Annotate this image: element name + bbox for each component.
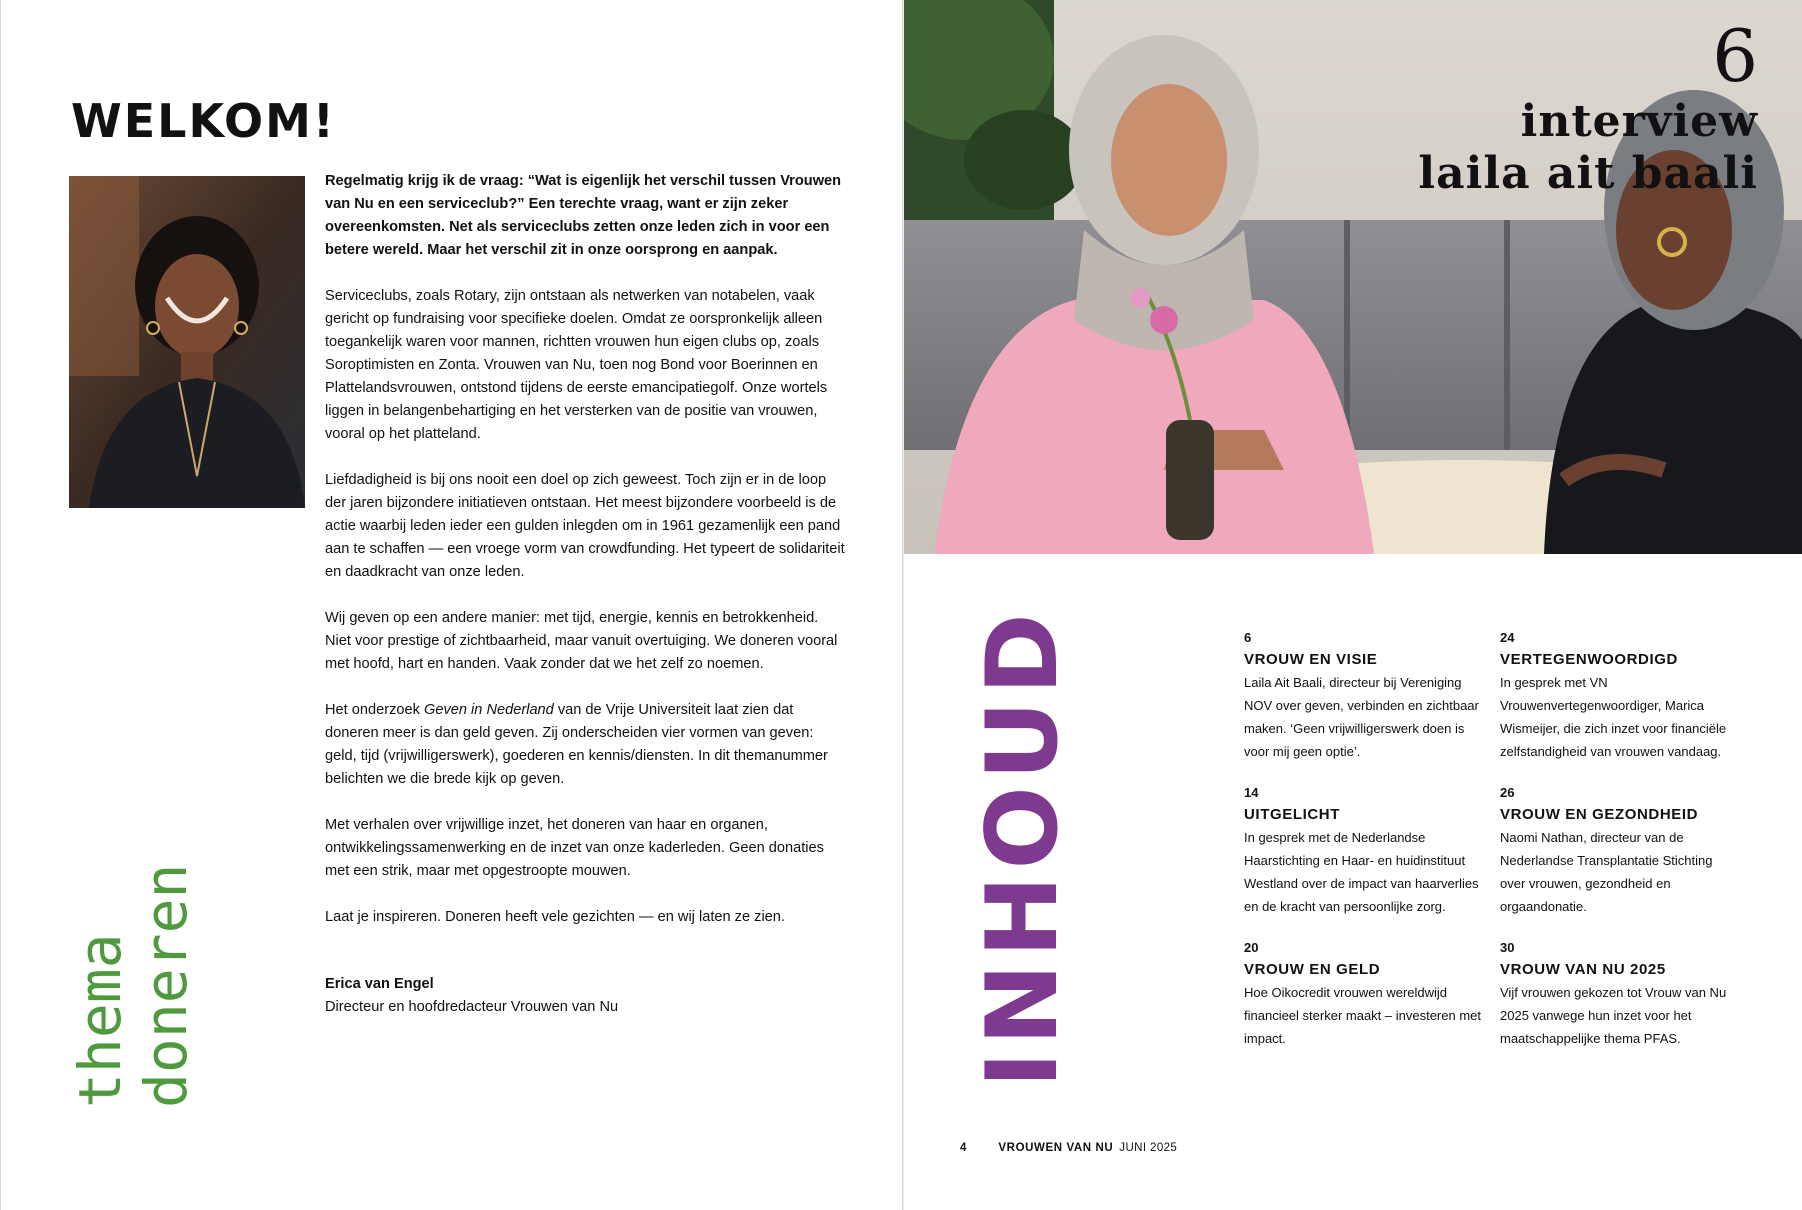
- toc-item[interactable]: [1500, 628, 1756, 763]
- toc-description: In gesprek met VN Vrouwenvertegenwoordiger, Marica Wismeijer, die zich inzet voor financiële zelfstandigheid van vrouwen vandaag.: [1500, 675, 1727, 759]
- toc-item[interactable]: [1500, 938, 1756, 1050]
- letter-closing-paragraph: Laat je inspireren. Doneren heeft vele gezichten — en wij laten ze zien.: [325, 909, 785, 925]
- interview-page-number: 6: [1712, 14, 1758, 98]
- letter-research-paragraph: [325, 699, 845, 791]
- letter-paragraph: Met verhalen over vrijwillige inzet, het doneren van haar en organen, ontwikkelingssamenwerking en de inzet van onze kaderleden. Geen donaties met een strik, maar met opgestroopte mouwen.: [325, 817, 824, 879]
- toc-item[interactable]: [1244, 783, 1500, 918]
- toc-description: Hoe Oikocredit vrouwen wereldwijd financieel sterker maakt – investeren met impact.: [1244, 985, 1481, 1046]
- footer-issue-date: JUNI 2025: [1119, 1142, 1178, 1154]
- footer-magazine-name: VROUWEN VAN NU: [998, 1142, 1114, 1154]
- toc-title: VROUW VAN NU 2025: [1500, 961, 1666, 978]
- letter-intro-paragraph: Regelmatig krijg ik de vraag: “Wat is eigenlijk het verschil tussen Vrouwen van Nu en een serviceclub?” Een terechte vraag, want er zijn zeker overeenkomsten. Net als serviceclubs zetten onze leden zich in voor een betere wereld. Maar het verschil zit in onze oorsprong en aanpak.: [325, 173, 842, 258]
- editor-portrait-photo: [69, 176, 305, 508]
- theme-label: [67, 864, 199, 1108]
- research-text-after: van de Vrije Universiteit laat zien dat doneren meer is dan geld geven. Zij onderscheiden vier vormen van geven: geld, tijd (vrijwilligerswerk), goederen en kennis/diensten. In dit themanummer belichten we die brede kijk op geven.: [325, 702, 828, 787]
- toc-title: VROUW EN VISIE: [1244, 651, 1378, 668]
- toc-item[interactable]: [1244, 938, 1500, 1050]
- toc-title: VERTEGENWOORDIGD: [1500, 651, 1678, 668]
- toc-item[interactable]: [1500, 783, 1756, 918]
- footer-page-number: 4: [960, 1142, 967, 1154]
- research-title: Geven in Nederland: [423, 702, 554, 718]
- toc-item[interactable]: [1244, 628, 1500, 763]
- letter-paragraph: Serviceclubs, zoals Rotary, zijn ontstaan als netwerken van notabelen, vaak gericht op fundraising voor specifieke doelen. Omdat ze oorspronkelijk alleen toegankelijk waren voor mannen, richtten vrouwen hun eigen clubs op, zoals Soroptimisten en Zonta. Vrouwen van Nu, toen nog Bond voor Boerinnen en Plattelandsvrouwen, ontstond tijdens de eerste emancipatiegolf. Onze wortels liggen in belangenbehartiging en het versterken van de positie van vrouwen, vooral op het platteland.: [325, 288, 828, 442]
- toc-description: Vijf vrouwen gekozen tot Vrouw van Nu 2025 vanwege hun inzet voor het maatschappelijke thema PFAS.: [1500, 985, 1727, 1046]
- toc-page-number: 26: [1500, 785, 1515, 800]
- interview-caption-line2: laila ait baali: [1418, 148, 1758, 199]
- toc-title: VROUW EN GELD: [1244, 961, 1381, 978]
- theme-label-line2: doneren: [132, 863, 200, 1108]
- page-footer: [960, 1142, 1177, 1154]
- signature-block: [325, 973, 845, 1019]
- toc-page-number: 20: [1244, 940, 1259, 955]
- contents-title: INHOUD: [966, 607, 1080, 1088]
- letter-paragraph: Liefdadigheid is bij ons nooit een doel op zich geweest. Toch zijn er in de loop der jaren bijzondere initiatieven ontstaan. Het meest bijzondere voorbeeld is de actie waarbij leden ieder een gulden inlegden om in 1961 gezamenlijk een pand aan te schaffen — een vroege vorm van crowdfunding. Het typeert de solidariteit en daadkracht van onze leden.: [325, 472, 845, 580]
- interview-caption-line1: interview: [1520, 96, 1758, 147]
- theme-label-line1: thema: [66, 933, 134, 1108]
- toc-title: VROUW EN GEZONDHEID: [1500, 806, 1699, 823]
- interview-caption: [1418, 16, 1758, 200]
- toc-description: Naomi Nathan, directeur van de Nederlandse Transplantatie Stichting over vrouwen, gezondheid en orgaandonatie.: [1500, 830, 1713, 914]
- signature-role: Directeur en hoofdredacteur Vrouwen van Nu: [325, 999, 619, 1015]
- letter-paragraph: Wij geven op een andere manier: met tijd, energie, kennis en betrokkenheid. Niet voor prestige of zichtbaarheid, maar vanuit overtuiging. We doneren vooral met hoofd, hart en handen. Vaak zonder dat we het zelf zo noemen.: [325, 610, 838, 672]
- signature-name: Erica van Engel: [325, 976, 434, 992]
- editorial-letter: [325, 170, 845, 1019]
- toc-page-number: 14: [1244, 785, 1259, 800]
- welcome-heading: WELKOM!: [71, 94, 336, 148]
- table-of-contents: [1244, 628, 1756, 1050]
- toc-title: UITGELICHT: [1244, 806, 1340, 823]
- toc-page-number: 24: [1500, 630, 1515, 645]
- right-page: [904, 0, 1802, 1210]
- research-text-before: Het onderzoek: [325, 702, 424, 718]
- toc-description: In gesprek met de Nederlandse Haarstichting en Haar- en huidinstituut Westland over de impact van haarverlies en de kracht van persoonlijke zorg.: [1244, 830, 1479, 914]
- toc-description: Laila Ait Baali, directeur bij Vereniging NOV over geven, verbinden en zichtbaar maken. ‘Geen vrijwilligerswerk doen is voor mij geen optie’.: [1244, 675, 1479, 759]
- toc-page-number: 6: [1244, 630, 1252, 645]
- toc-page-number: 30: [1500, 940, 1515, 955]
